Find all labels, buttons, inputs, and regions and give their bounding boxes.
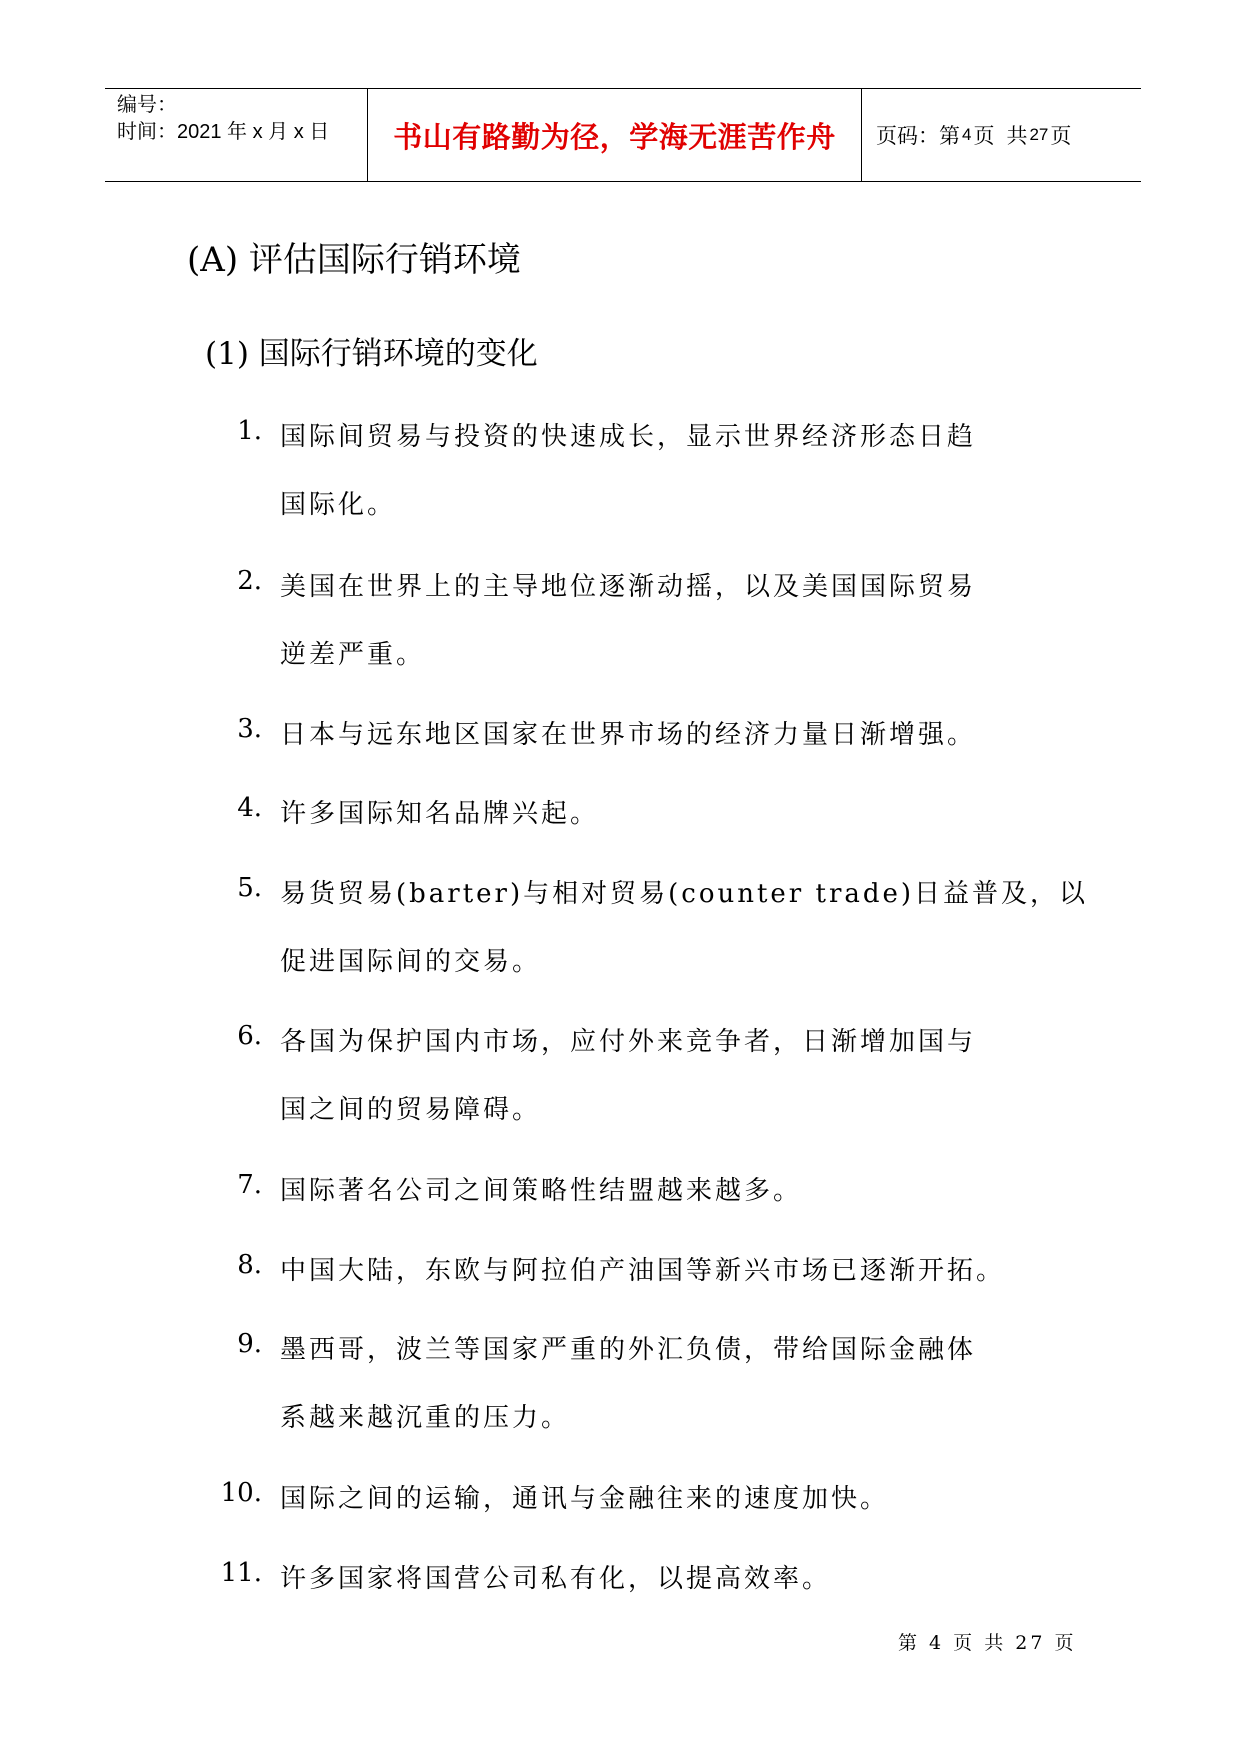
- page-total: 27: [1029, 125, 1049, 144]
- page-middle: 页: [973, 125, 995, 148]
- list-item-number: 3.: [237, 714, 262, 744]
- list-item-number: 10.: [220, 1478, 262, 1508]
- list-item-number: 1.: [237, 416, 262, 446]
- list-item-text: 国际著名公司之间策略性结盟越来越多。: [280, 1176, 803, 1206]
- list-item-number: 2.: [237, 566, 262, 596]
- list-item-text: 各国为保护国内市场，应付外来竞争者，日渐增加国与: [280, 1027, 977, 1057]
- list-item-text: 易货贸易(barter)与相对贸易(counter trade)日益普及，以: [280, 879, 1089, 909]
- header-meta: [105, 89, 368, 181]
- page-footer: 第 4 页 共 27 页: [898, 1632, 1077, 1654]
- list-item-number: 11.: [220, 1558, 262, 1588]
- list-item-number: 7.: [237, 1170, 262, 1200]
- list-item-text-continued: 逆差严重。: [280, 640, 426, 670]
- list-item-number: 8.: [237, 1250, 262, 1280]
- header-motto: [368, 89, 862, 181]
- motto-text: 书山有路勤为径，学海无涯苦作舟: [393, 119, 836, 154]
- list-item-text-continued: 国际化。: [280, 490, 397, 520]
- list-item-number: 5.: [237, 873, 262, 903]
- list-item-text: 中国大陆，东欧与阿拉伯产油国等新兴市场已逐渐开拓。: [280, 1256, 1006, 1286]
- list-item-text: 日本与远东地区国家在世界市场的经济力量日渐增强。: [280, 720, 977, 750]
- list-item-number: 9.: [237, 1329, 262, 1359]
- subsection-heading: (1) 国际行销环境的变化: [205, 336, 538, 372]
- list-item-text: 许多国际知名品牌兴起。: [280, 799, 600, 829]
- list-item-text: 墨西哥，波兰等国家严重的外汇负债，带给国际金融体: [280, 1335, 977, 1365]
- page-header: [105, 88, 1141, 182]
- list-item-number: 4.: [237, 793, 262, 823]
- number-label: 编号：: [117, 94, 177, 116]
- time-label: 时间：2021 年 x 月 x 日: [117, 121, 330, 143]
- page-current: 4: [962, 125, 972, 144]
- list-item-text: 美国在世界上的主导地位逐渐动摇，以及美国国际贸易: [280, 572, 977, 602]
- page-prefix: 页码：第: [876, 125, 960, 148]
- page-total-prefix: 共: [1006, 125, 1028, 148]
- list-item-text-continued: 促进国际间的交易。: [280, 947, 542, 977]
- list-item-text: 许多国家将国营公司私有化，以提高效率。: [280, 1564, 832, 1594]
- list-item-text-continued: 系越来越沉重的压力。: [280, 1403, 571, 1433]
- header-page-info: [862, 89, 1141, 181]
- list-item-number: 6.: [237, 1021, 262, 1051]
- list-item-text: 国际间贸易与投资的快速成长，显示世界经济形态日趋: [280, 422, 977, 452]
- section-heading: (A) 评估国际行销环境: [187, 240, 521, 280]
- page-suffix: 页: [1050, 125, 1072, 148]
- list-item-text-continued: 国之间的贸易障碍。: [280, 1095, 542, 1125]
- list-item-text: 国际之间的运输，通讯与金融往来的速度加快。: [280, 1484, 890, 1514]
